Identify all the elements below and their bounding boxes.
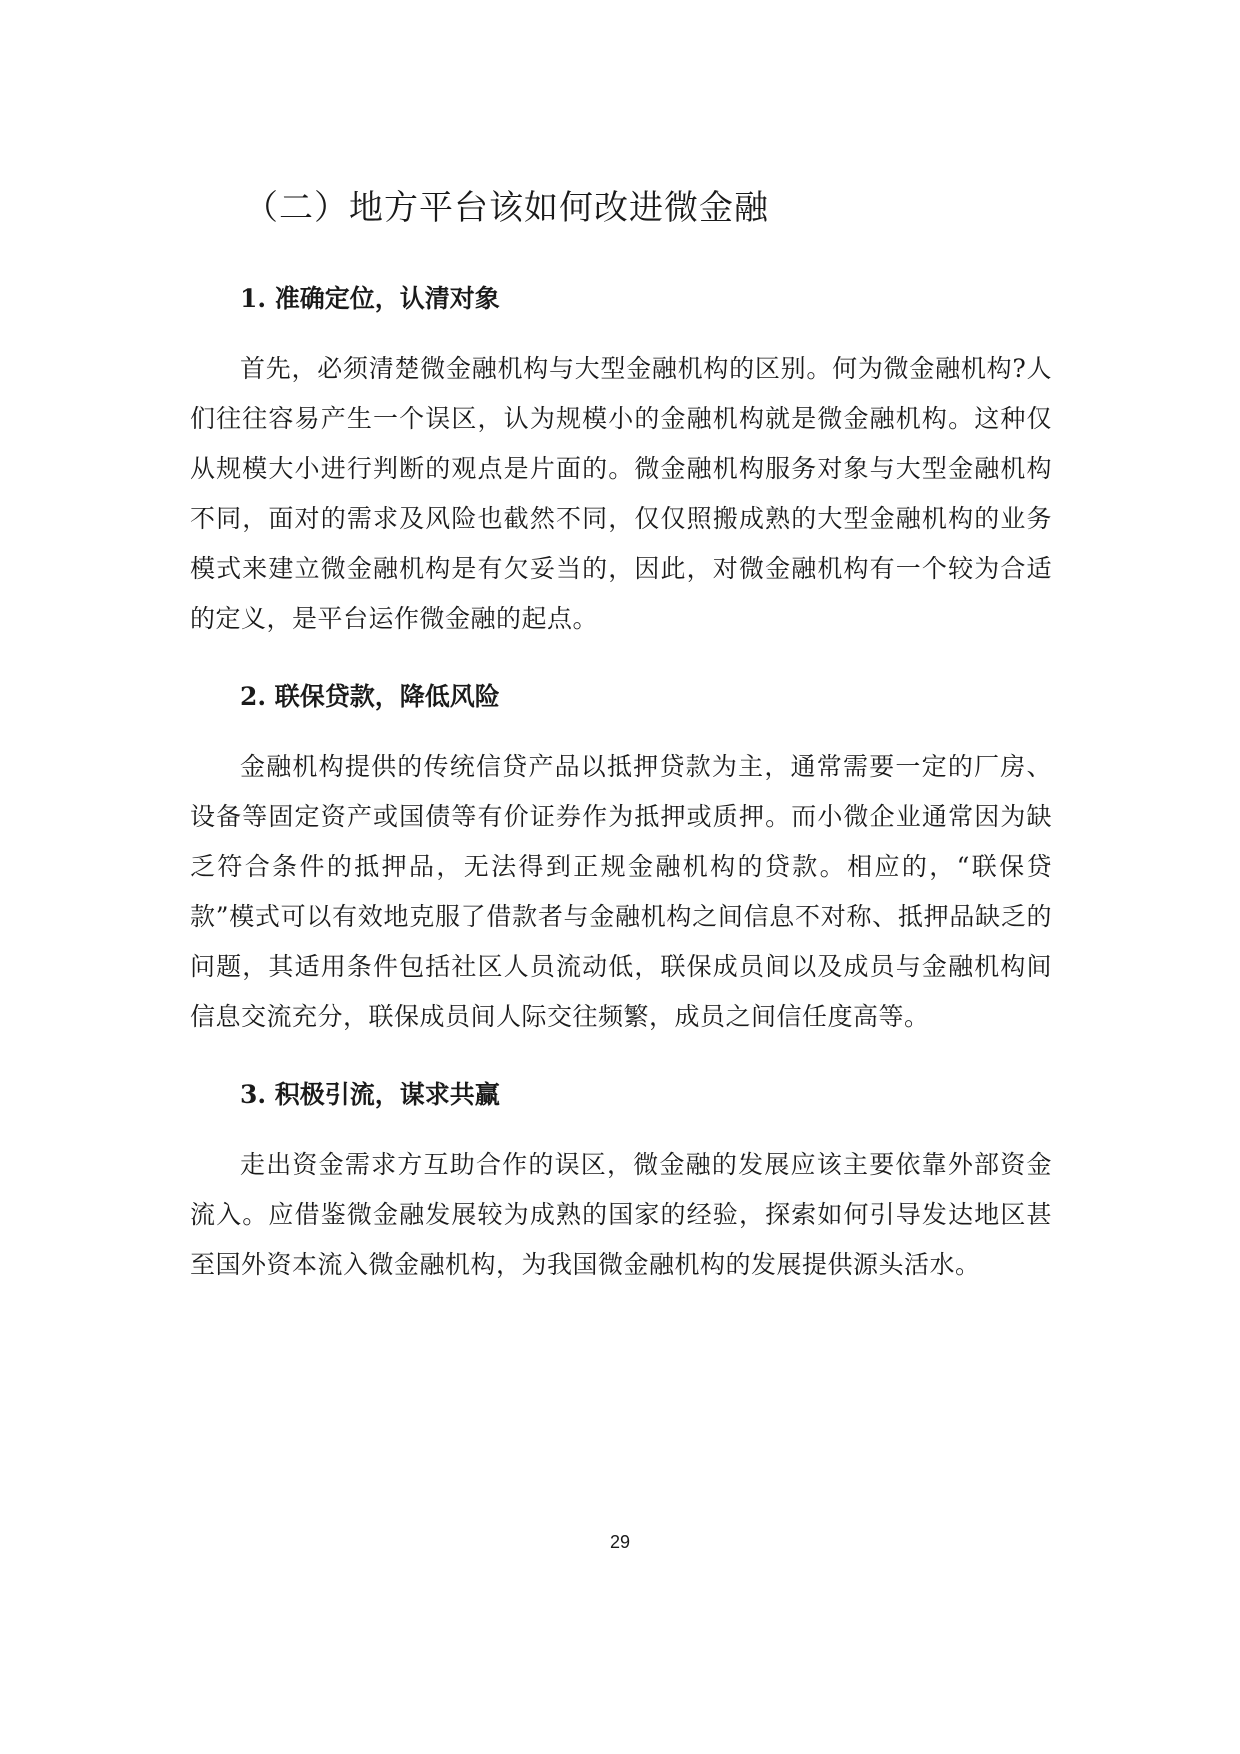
subsection-paragraph-3: 走出资金需求方互助合作的误区，微金融的发展应该主要依靠外部资金流入。应借鉴微金融发展较为成熟的国家的经验，探索如何引导发达地区甚至国外资本流入微金融机构，为我国微金融机构的发展提供源头活水。 [190,1150,1052,1279]
section-title: （二）地方平台该如何改进微金融 [244,188,769,228]
subsection-paragraph-2: 金融机构提供的传统信贷产品以抵押贷款为主，通常需要一定的厂房、设备等固定资产或国债等有价证券作为抵押或质押。而小微企业通常因为缺乏符合条件的抵押品，无法得到正规金融机构的贷款。相应的，“联保贷款”模式可以有效地克服了借款者与金融机构之间信息不对称、抵押品缺乏的问题，其适用条件包括社区人员流动低，联保成员间以及成员与金融机构间信息交流充分，联保成员间人际交往频繁，成员之间信任度高等。 [190,752,1052,1031]
subsection-heading-3: 3. 积极引流，谋求共赢 [240,1080,500,1109]
subsection-heading-1: 1. 准确定位，认清对象 [240,284,500,313]
subsection-paragraph-1: 首先，必须清楚微金融机构与大型金融机构的区别。何为微金融机构?人们往往容易产生一个误区，认为规模小的金融机构就是微金融机构。这种仅从规模大小进行判断的观点是片面的。微金融机构服务对象与大型金融机构不同，面对的需求及风险也截然不同，仅仅照搬成熟的大型金融机构的业务模式来建立微金融机构是有欠妥当的，因此，对微金融机构有一个较为合适的定义，是平台运作微金融的起点。 [190,354,1052,633]
subsection-heading-2: 2. 联保贷款，降低风险 [240,682,500,711]
page-number: 29 [609,1532,631,1552]
